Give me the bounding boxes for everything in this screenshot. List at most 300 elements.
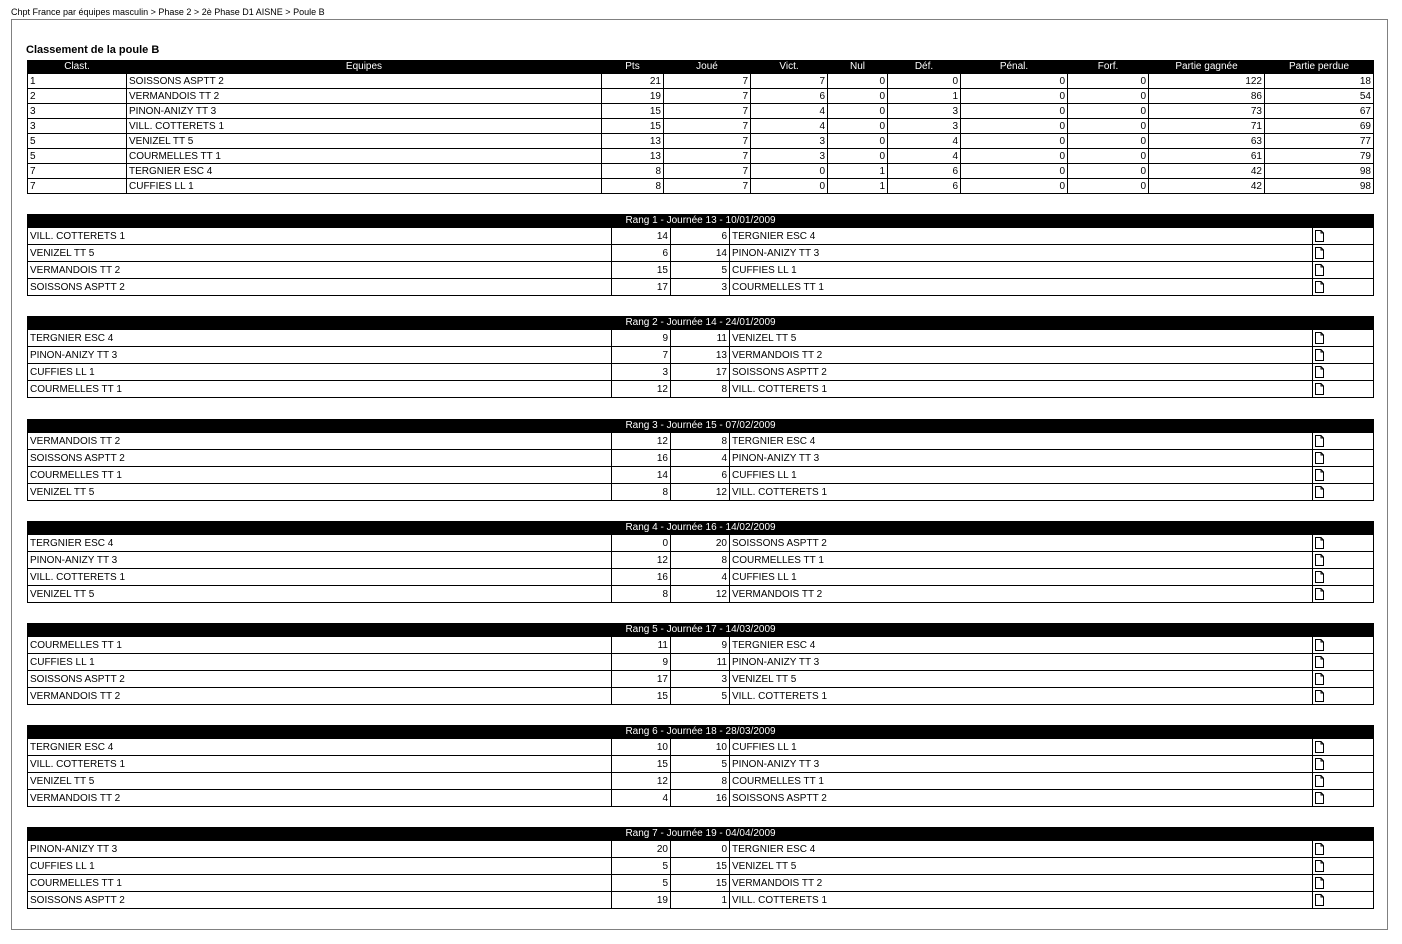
match-row — [28, 654, 1374, 671]
match-sheet-cell — [1313, 245, 1374, 262]
match-row — [28, 228, 1374, 245]
games-lost-cell: 18 — [1265, 74, 1374, 89]
team-name-cell: VILL. COTTERETS 1 — [127, 119, 602, 134]
document-icon[interactable] — [1315, 469, 1324, 481]
away-score-cell: 5 — [671, 688, 730, 705]
home-score-cell: 8 — [612, 484, 671, 501]
away-team-cell: PINON-ANIZY TT 3 — [730, 756, 1313, 773]
match-row — [28, 262, 1374, 279]
played-cell: 7 — [664, 119, 751, 134]
home-team-cell: VENIZEL TT 5 — [28, 484, 612, 501]
draws-cell: 0 — [828, 119, 888, 134]
losses-cell: 0 — [888, 74, 961, 89]
document-icon[interactable] — [1315, 349, 1324, 361]
home-score-cell: 3 — [612, 364, 671, 381]
played-cell: 7 — [664, 134, 751, 149]
away-score-cell: 16 — [671, 790, 730, 807]
standings-row — [28, 164, 1374, 179]
games-won-cell: 73 — [1149, 104, 1265, 119]
away-team-cell: TERGNIER ESC 4 — [730, 228, 1313, 245]
losses-cell: 4 — [888, 149, 961, 164]
home-score-cell: 12 — [612, 552, 671, 569]
played-cell: 7 — [664, 74, 751, 89]
round-title: Rang 4 - Journée 16 - 14/02/2009 — [28, 522, 1374, 535]
standings-table — [27, 60, 1374, 194]
draws-cell: 0 — [828, 74, 888, 89]
home-team-cell: PINON-ANIZY TT 3 — [28, 552, 612, 569]
home-score-cell: 15 — [612, 262, 671, 279]
team-name-cell: COURMELLES TT 1 — [127, 149, 602, 164]
home-score-cell: 7 — [612, 347, 671, 364]
points-cell: 13 — [602, 134, 664, 149]
home-score-cell: 9 — [612, 330, 671, 347]
wins-cell: 3 — [751, 149, 828, 164]
document-icon[interactable] — [1315, 452, 1324, 464]
home-team-cell: VILL. COTTERETS 1 — [28, 569, 612, 586]
away-team-cell: TERGNIER ESC 4 — [730, 841, 1313, 858]
away-score-cell: 15 — [671, 875, 730, 892]
document-icon[interactable] — [1315, 554, 1324, 566]
document-icon[interactable] — [1315, 741, 1324, 753]
away-score-cell: 20 — [671, 535, 730, 552]
breadcrumb-current-poule: Poule B — [293, 7, 325, 17]
home-team-cell: PINON-ANIZY TT 3 — [28, 841, 612, 858]
played-cell: 7 — [664, 89, 751, 104]
standings-row — [28, 149, 1374, 164]
away-score-cell: 13 — [671, 347, 730, 364]
away-score-cell: 6 — [671, 467, 730, 484]
match-row — [28, 637, 1374, 654]
away-team-cell: SOISSONS ASPTT 2 — [730, 790, 1313, 807]
home-team-cell: VILL. COTTERETS 1 — [28, 228, 612, 245]
draws-cell: 0 — [828, 134, 888, 149]
document-icon[interactable] — [1315, 264, 1324, 276]
home-team-cell: SOISSONS ASPTT 2 — [28, 892, 612, 909]
match-sheet-cell — [1313, 586, 1374, 603]
round-title: Rang 3 - Journée 15 - 07/02/2009 — [28, 420, 1374, 433]
home-team-cell: COURMELLES TT 1 — [28, 875, 612, 892]
away-score-cell: 1 — [671, 892, 730, 909]
away-team-cell: VILL. COTTERETS 1 — [730, 381, 1313, 398]
away-team-cell: CUFFIES LL 1 — [730, 739, 1313, 756]
match-sheet-cell — [1313, 381, 1374, 398]
home-team-cell: VENIZEL TT 5 — [28, 773, 612, 790]
forfeits-cell: 0 — [1068, 104, 1149, 119]
points-cell: 8 — [602, 164, 664, 179]
match-row — [28, 569, 1374, 586]
home-score-cell: 19 — [612, 892, 671, 909]
rank-cell: 5 — [28, 149, 127, 164]
away-team-cell: SOISSONS ASPTT 2 — [730, 364, 1313, 381]
home-score-cell: 15 — [612, 756, 671, 773]
header-forfeits: Forf. — [1068, 61, 1149, 74]
document-icon[interactable] — [1315, 877, 1324, 889]
round-title: Rang 1 - Journée 13 - 10/01/2009 — [28, 215, 1374, 228]
home-team-cell: CUFFIES LL 1 — [28, 858, 612, 875]
games-lost-cell: 79 — [1265, 149, 1374, 164]
round-7-table — [27, 827, 1374, 909]
away-team-cell: VILL. COTTERETS 1 — [730, 484, 1313, 501]
played-cell: 7 — [664, 149, 751, 164]
home-team-cell: COURMELLES TT 1 — [28, 637, 612, 654]
document-icon[interactable] — [1315, 775, 1324, 787]
home-team-cell: CUFFIES LL 1 — [28, 654, 612, 671]
match-row — [28, 381, 1374, 398]
match-row — [28, 364, 1374, 381]
wins-cell: 0 — [751, 179, 828, 194]
match-sheet-cell — [1313, 858, 1374, 875]
games-won-cell: 42 — [1149, 164, 1265, 179]
team-name-cell: VENIZEL TT 5 — [127, 134, 602, 149]
home-team-cell: VENIZEL TT 5 — [28, 245, 612, 262]
match-sheet-cell — [1313, 841, 1374, 858]
wins-cell: 6 — [751, 89, 828, 104]
breadcrumb-separator: > — [193, 7, 200, 17]
home-score-cell: 14 — [612, 228, 671, 245]
document-icon[interactable] — [1315, 843, 1324, 855]
match-row — [28, 330, 1374, 347]
home-team-cell: SOISSONS ASPTT 2 — [28, 450, 612, 467]
match-row — [28, 841, 1374, 858]
away-score-cell: 12 — [671, 586, 730, 603]
header-games-won: Partie gagnée — [1149, 61, 1265, 74]
match-sheet-cell — [1313, 433, 1374, 450]
games-won-cell: 61 — [1149, 149, 1265, 164]
match-sheet-cell — [1313, 552, 1374, 569]
home-score-cell: 10 — [612, 739, 671, 756]
played-cell: 7 — [664, 104, 751, 119]
games-won-cell: 42 — [1149, 179, 1265, 194]
match-sheet-cell — [1313, 892, 1374, 909]
away-score-cell: 8 — [671, 552, 730, 569]
breadcrumb-link-phase[interactable]: Phase 2 — [158, 7, 192, 17]
standings-row — [28, 104, 1374, 119]
games-lost-cell: 67 — [1265, 104, 1374, 119]
match-row — [28, 790, 1374, 807]
round-header-row — [28, 522, 1374, 535]
home-team-cell: TERGNIER ESC 4 — [28, 535, 612, 552]
games-won-cell: 86 — [1149, 89, 1265, 104]
away-score-cell: 8 — [671, 433, 730, 450]
games-won-cell: 71 — [1149, 119, 1265, 134]
wins-cell: 4 — [751, 104, 828, 119]
round-header-row — [28, 317, 1374, 330]
round-header-row — [28, 420, 1374, 433]
header-team: Equipes — [127, 61, 602, 74]
forfeits-cell: 0 — [1068, 89, 1149, 104]
match-sheet-cell — [1313, 790, 1374, 807]
home-team-cell: TERGNIER ESC 4 — [28, 739, 612, 756]
document-icon[interactable] — [1315, 537, 1324, 549]
header-losses: Déf. — [888, 61, 961, 74]
draws-cell: 0 — [828, 89, 888, 104]
round-6-table — [27, 725, 1374, 807]
standings-row — [28, 179, 1374, 194]
match-row — [28, 671, 1374, 688]
team-name-cell: PINON-ANIZY TT 3 — [127, 104, 602, 119]
match-row — [28, 892, 1374, 909]
games-won-cell: 63 — [1149, 134, 1265, 149]
points-cell: 8 — [602, 179, 664, 194]
home-score-cell: 16 — [612, 569, 671, 586]
breadcrumb-link-championship[interactable]: Chpt France par équipes masculin — [11, 7, 149, 17]
round-title: Rang 6 - Journée 18 - 28/03/2009 — [28, 726, 1374, 739]
forfeits-cell: 0 — [1068, 164, 1149, 179]
home-score-cell: 0 — [612, 535, 671, 552]
away-score-cell: 5 — [671, 262, 730, 279]
home-team-cell: COURMELLES TT 1 — [28, 467, 612, 484]
home-team-cell: CUFFIES LL 1 — [28, 364, 612, 381]
match-row — [28, 586, 1374, 603]
standings-row — [28, 89, 1374, 104]
match-row — [28, 279, 1374, 296]
match-sheet-cell — [1313, 535, 1374, 552]
points-cell: 15 — [602, 119, 664, 134]
match-sheet-cell — [1313, 756, 1374, 773]
home-team-cell: SOISSONS ASPTT 2 — [28, 671, 612, 688]
away-team-cell: VILL. COTTERETS 1 — [730, 892, 1313, 909]
home-team-cell: VERMANDOIS TT 2 — [28, 688, 612, 705]
games-lost-cell: 98 — [1265, 179, 1374, 194]
document-icon[interactable] — [1315, 860, 1324, 872]
home-team-cell: TERGNIER ESC 4 — [28, 330, 612, 347]
away-score-cell: 3 — [671, 671, 730, 688]
home-score-cell: 5 — [612, 858, 671, 875]
match-row — [28, 858, 1374, 875]
match-row — [28, 688, 1374, 705]
team-name-cell: TERGNIER ESC 4 — [127, 164, 602, 179]
away-score-cell: 8 — [671, 773, 730, 790]
losses-cell: 6 — [888, 164, 961, 179]
document-icon[interactable] — [1315, 673, 1324, 685]
away-team-cell: PINON-ANIZY TT 3 — [730, 450, 1313, 467]
match-sheet-cell — [1313, 364, 1374, 381]
away-team-cell: COURMELLES TT 1 — [730, 279, 1313, 296]
points-cell: 21 — [602, 74, 664, 89]
draws-cell: 1 — [828, 179, 888, 194]
standings-row — [28, 134, 1374, 149]
rank-cell: 5 — [28, 134, 127, 149]
document-icon[interactable] — [1315, 247, 1324, 259]
document-icon[interactable] — [1315, 281, 1324, 293]
document-icon[interactable] — [1315, 690, 1324, 702]
away-score-cell: 8 — [671, 381, 730, 398]
document-icon[interactable] — [1315, 758, 1324, 770]
document-icon[interactable] — [1315, 639, 1324, 651]
match-sheet-cell — [1313, 347, 1374, 364]
match-row — [28, 773, 1374, 790]
home-score-cell: 11 — [612, 637, 671, 654]
away-team-cell: VERMANDOIS TT 2 — [730, 347, 1313, 364]
home-score-cell: 17 — [612, 279, 671, 296]
away-score-cell: 11 — [671, 654, 730, 671]
home-score-cell: 15 — [612, 688, 671, 705]
round-header-row — [28, 624, 1374, 637]
rank-cell: 3 — [28, 104, 127, 119]
draws-cell: 0 — [828, 149, 888, 164]
match-row — [28, 552, 1374, 569]
document-icon[interactable] — [1315, 571, 1324, 583]
match-sheet-cell — [1313, 228, 1374, 245]
round-2-table — [27, 316, 1374, 398]
round-3-table — [27, 419, 1374, 501]
header-played: Joué — [664, 61, 751, 74]
home-team-cell: VERMANDOIS TT 2 — [28, 262, 612, 279]
match-sheet-cell — [1313, 637, 1374, 654]
away-score-cell: 10 — [671, 739, 730, 756]
penalties-cell: 0 — [961, 119, 1068, 134]
draws-cell: 1 — [828, 164, 888, 179]
home-team-cell: VILL. COTTERETS 1 — [28, 756, 612, 773]
away-team-cell: PINON-ANIZY TT 3 — [730, 654, 1313, 671]
document-icon[interactable] — [1315, 588, 1324, 600]
match-row — [28, 433, 1374, 450]
away-score-cell: 4 — [671, 450, 730, 467]
away-team-cell: COURMELLES TT 1 — [730, 552, 1313, 569]
match-row — [28, 875, 1374, 892]
match-row — [28, 347, 1374, 364]
document-icon[interactable] — [1315, 366, 1324, 378]
away-score-cell: 5 — [671, 756, 730, 773]
home-score-cell: 20 — [612, 841, 671, 858]
wins-cell: 3 — [751, 134, 828, 149]
team-name-cell: CUFFIES LL 1 — [127, 179, 602, 194]
match-sheet-cell — [1313, 279, 1374, 296]
match-sheet-cell — [1313, 875, 1374, 892]
round-title: Rang 5 - Journée 17 - 14/03/2009 — [28, 624, 1374, 637]
document-icon[interactable] — [1315, 332, 1324, 344]
breadcrumb-link-division[interactable]: 2è Phase D1 AISNE — [201, 7, 283, 17]
home-score-cell: 16 — [612, 450, 671, 467]
penalties-cell: 0 — [961, 164, 1068, 179]
round-header-row — [28, 215, 1374, 228]
forfeits-cell: 0 — [1068, 179, 1149, 194]
away-team-cell: TERGNIER ESC 4 — [730, 637, 1313, 654]
away-team-cell: TERGNIER ESC 4 — [730, 433, 1313, 450]
document-icon[interactable] — [1315, 792, 1324, 804]
standings-row — [28, 74, 1374, 89]
match-sheet-cell — [1313, 484, 1374, 501]
away-team-cell: PINON-ANIZY TT 3 — [730, 245, 1313, 262]
home-team-cell: VERMANDOIS TT 2 — [28, 433, 612, 450]
page-title: Classement de la poule B — [26, 44, 160, 56]
rank-cell: 1 — [28, 74, 127, 89]
round-header-row — [28, 828, 1374, 841]
losses-cell: 6 — [888, 179, 961, 194]
penalties-cell: 0 — [961, 74, 1068, 89]
match-sheet-cell — [1313, 739, 1374, 756]
penalties-cell: 0 — [961, 134, 1068, 149]
rank-cell: 7 — [28, 164, 127, 179]
home-score-cell: 12 — [612, 433, 671, 450]
home-score-cell: 4 — [612, 790, 671, 807]
games-lost-cell: 69 — [1265, 119, 1374, 134]
round-4-table — [27, 521, 1374, 603]
away-score-cell: 15 — [671, 858, 730, 875]
games-lost-cell: 54 — [1265, 89, 1374, 104]
breadcrumb-separator: > — [150, 7, 156, 17]
played-cell: 7 — [664, 179, 751, 194]
away-score-cell: 0 — [671, 841, 730, 858]
away-team-cell: VENIZEL TT 5 — [730, 858, 1313, 875]
match-sheet-cell — [1313, 671, 1374, 688]
match-sheet-cell — [1313, 654, 1374, 671]
document-icon[interactable] — [1315, 486, 1324, 498]
round-title: Rang 7 - Journée 19 - 04/04/2009 — [28, 828, 1374, 841]
losses-cell: 3 — [888, 104, 961, 119]
wins-cell: 7 — [751, 74, 828, 89]
penalties-cell: 0 — [961, 89, 1068, 104]
home-score-cell: 17 — [612, 671, 671, 688]
away-score-cell: 4 — [671, 569, 730, 586]
games-lost-cell: 77 — [1265, 134, 1374, 149]
away-score-cell: 9 — [671, 637, 730, 654]
wins-cell: 0 — [751, 164, 828, 179]
away-team-cell: CUFFIES LL 1 — [730, 569, 1313, 586]
breadcrumb — [11, 7, 325, 17]
document-icon[interactable] — [1315, 435, 1324, 447]
home-score-cell: 5 — [612, 875, 671, 892]
away-score-cell: 14 — [671, 245, 730, 262]
away-team-cell: VENIZEL TT 5 — [730, 330, 1313, 347]
away-team-cell: CUFFIES LL 1 — [730, 262, 1313, 279]
match-sheet-cell — [1313, 467, 1374, 484]
document-icon[interactable] — [1315, 383, 1324, 395]
wins-cell: 4 — [751, 119, 828, 134]
match-sheet-cell — [1313, 330, 1374, 347]
standings-header-row — [28, 61, 1374, 74]
match-sheet-cell — [1313, 569, 1374, 586]
away-team-cell: COURMELLES TT 1 — [730, 773, 1313, 790]
home-team-cell: VENIZEL TT 5 — [28, 586, 612, 603]
losses-cell: 1 — [888, 89, 961, 104]
home-score-cell: 8 — [612, 586, 671, 603]
header-points: Pts — [602, 61, 664, 74]
match-row — [28, 739, 1374, 756]
played-cell: 7 — [664, 164, 751, 179]
match-sheet-cell — [1313, 450, 1374, 467]
points-cell: 19 — [602, 89, 664, 104]
document-icon[interactable] — [1315, 656, 1324, 668]
breadcrumb-separator: > — [285, 7, 291, 17]
penalties-cell: 0 — [961, 149, 1068, 164]
away-score-cell: 17 — [671, 364, 730, 381]
home-score-cell: 14 — [612, 467, 671, 484]
rank-cell: 2 — [28, 89, 127, 104]
document-icon[interactable] — [1315, 894, 1324, 906]
document-icon[interactable] — [1315, 230, 1324, 242]
match-sheet-cell — [1313, 262, 1374, 279]
team-name-cell: SOISSONS ASPTT 2 — [127, 74, 602, 89]
games-won-cell: 122 — [1149, 74, 1265, 89]
home-score-cell: 12 — [612, 381, 671, 398]
forfeits-cell: 0 — [1068, 74, 1149, 89]
match-row — [28, 484, 1374, 501]
forfeits-cell: 0 — [1068, 134, 1149, 149]
away-score-cell: 3 — [671, 279, 730, 296]
away-team-cell: CUFFIES LL 1 — [730, 467, 1313, 484]
away-team-cell: SOISSONS ASPTT 2 — [730, 535, 1313, 552]
home-team-cell: SOISSONS ASPTT 2 — [28, 279, 612, 296]
away-team-cell: VERMANDOIS TT 2 — [730, 875, 1313, 892]
match-row — [28, 756, 1374, 773]
losses-cell: 4 — [888, 134, 961, 149]
round-5-table — [27, 623, 1374, 705]
home-team-cell: COURMELLES TT 1 — [28, 381, 612, 398]
home-score-cell: 6 — [612, 245, 671, 262]
home-team-cell: VERMANDOIS TT 2 — [28, 790, 612, 807]
forfeits-cell: 0 — [1068, 119, 1149, 134]
